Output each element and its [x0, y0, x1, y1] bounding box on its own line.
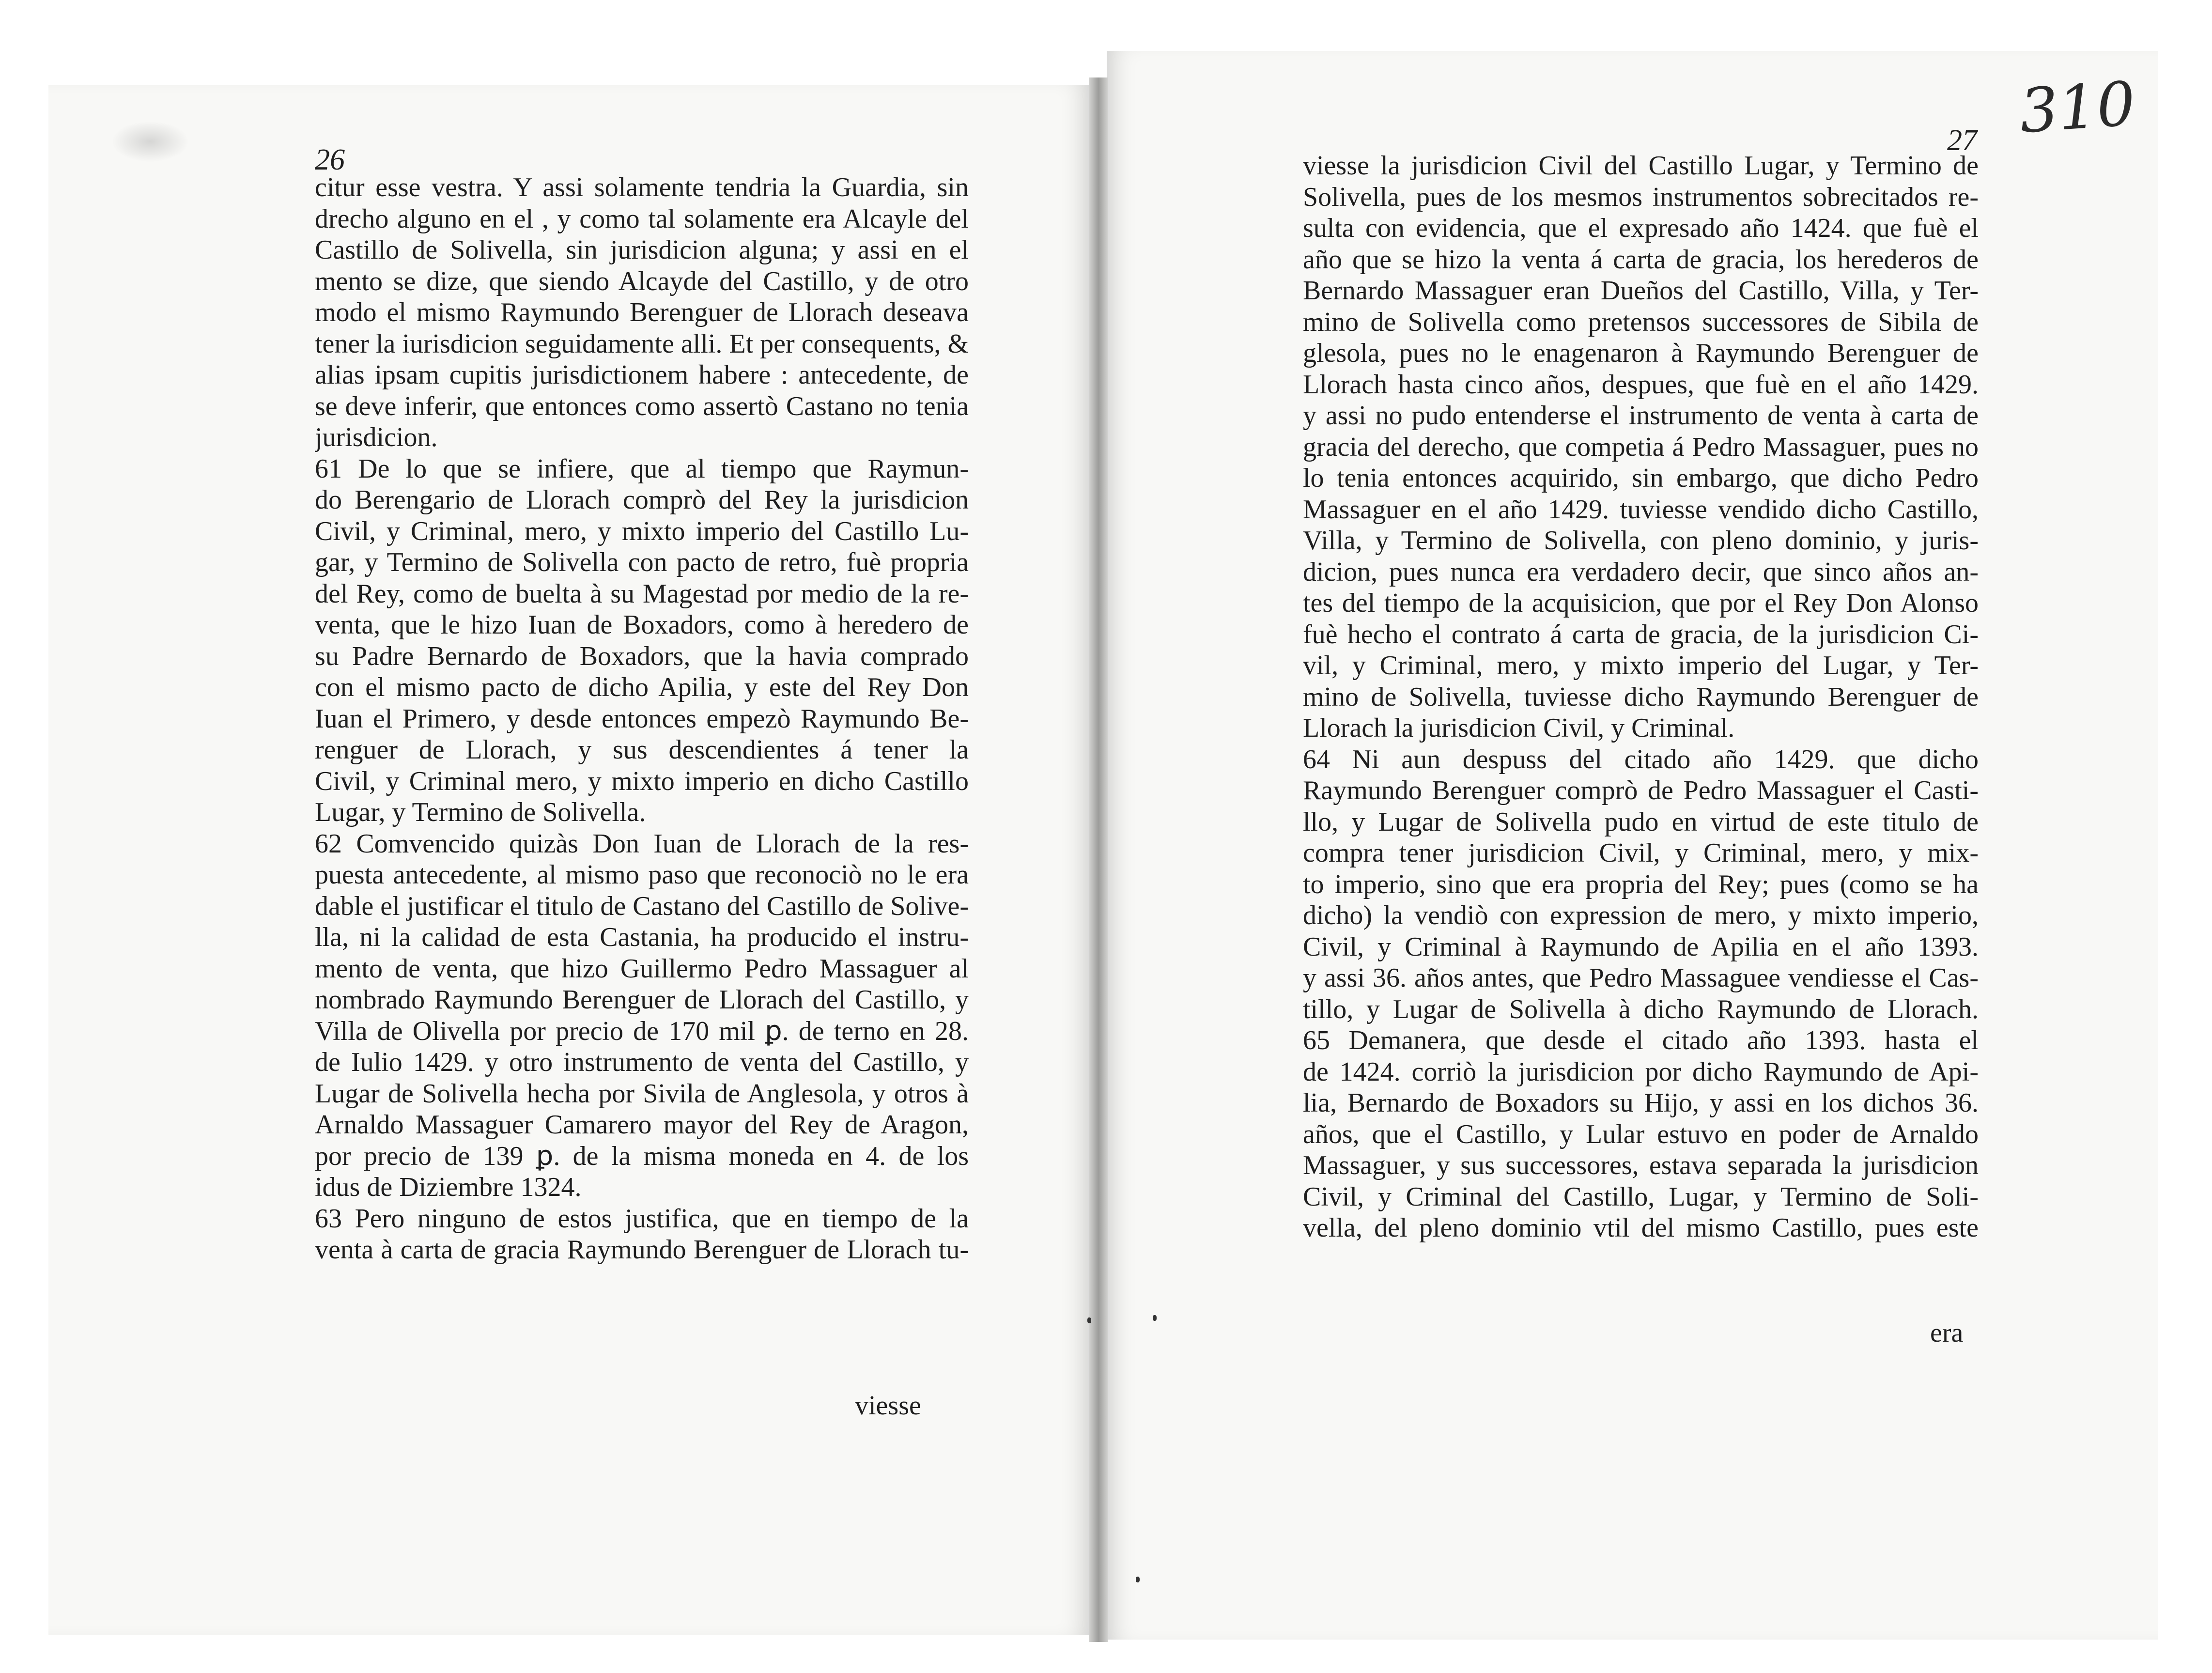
text-line: del Rey, como de buelta à su Magestad por medio de la re-	[315, 578, 969, 609]
text-line: venta à carta de gracia Raymundo Berenguer de Llorach tu-	[315, 1235, 969, 1265]
text-line: Villa, y Termino de Solivella, con pleno dominio, y juris-	[1303, 526, 1979, 556]
text-line: su Padre Bernardo de Boxadors, que la havia comprado	[315, 641, 969, 671]
text-line: Raymundo Berenguer comprò de Pedro Massaguer el Casti-	[1303, 775, 1979, 806]
ink-speck	[1087, 1317, 1091, 1323]
text-line: de 1424. corriò la jurisdicion por dicho Raymundo de Api-	[1303, 1056, 1979, 1087]
text-line: Arnaldo Massaguer Camarero mayor del Rey de Aragon,	[315, 1110, 969, 1140]
text-line: lo tenia entonces acquirido, sin embargo, que dicho Pedro	[1303, 463, 1979, 493]
text-line: 63 Pero ninguno de estos justifica, que en tiempo de la	[315, 1203, 969, 1234]
text-line: Solivella, pues de los mesmos instrumentos sobrecitados re-	[1303, 182, 1979, 212]
text-line: mento de venta, que hizo Guillermo Pedro Massaguer al	[315, 953, 969, 984]
text-line: Civil, y Criminal del Castillo, Lugar, y Termino de Soli-	[1303, 1181, 1979, 1212]
text-line: por precio de 139 ꝑ. de la misma moneda en 4. de los	[315, 1141, 969, 1171]
text-line: tes del tiempo de la acquisicion, que por el Rey Don Alonso	[1303, 588, 1979, 618]
text-line: lia, Bernardo de Boxadors su Hijo, y assi en los dichos 36.	[1303, 1088, 1979, 1118]
text-line: drecho alguno en el , y como tal solamente era Alcayle del	[315, 203, 969, 234]
text-line: tillo, y Lugar de Solivella à dicho Raymundo de Llorach.	[1303, 994, 1979, 1024]
text-line: to imperio, sino que era propria del Rey; pues (como se ha	[1303, 869, 1979, 899]
text-line: venta, que le hizo Iuan de Boxadors, como à heredero de	[315, 610, 969, 640]
text-line: 62 Comvencido quizàs Don Iuan de Llorach de la res-	[315, 828, 969, 859]
text-line: años, que el Castillo, y Lular estuvo en poder de Arnaldo	[1303, 1119, 1979, 1149]
text-line: glesola, pues no le enagenaron à Raymundo Berenguer de	[1303, 338, 1979, 368]
text-line: Lugar de Solivella hecha por Sivila de Anglesola, y otros à	[315, 1078, 969, 1109]
text-line: modo el mismo Raymundo Berenguer de Llorach deseava	[315, 297, 969, 327]
text-line: Civil, y Criminal, mero, y mixto imperio del Castillo Lu-	[315, 516, 969, 546]
left-catchword: viesse	[855, 1391, 921, 1421]
text-line: llo, y Lugar de Solivella pudo en virtud de este titulo de	[1303, 806, 1979, 837]
text-line: mento se dize, que siendo Alcayde del Castillo, y de otro	[315, 266, 969, 296]
text-line: sulta con evidencia, que el expresado año 1424. que fuè el	[1303, 213, 1979, 243]
ink-speck	[1136, 1577, 1140, 1582]
right-folio-number: 27	[1947, 124, 1977, 157]
text-line: Llorach hasta cinco años, despues, que fuè en el año 1429.	[1303, 369, 1979, 400]
text-line: Civil, y Criminal à Raymundo de Apilia en el año 1393.	[1303, 931, 1979, 962]
right-text-column	[1303, 150, 1979, 1244]
text-line: Villa de Olivella por precio de 170 mil ꝑ. de terno en 28.	[315, 1016, 969, 1046]
text-line: dable el justificar el titulo de Castano del Castillo de Solive-	[315, 891, 969, 921]
archive-folio-number: 310	[2017, 68, 2138, 147]
text-line: Bernardo Massaguer eran Dueños del Castillo, Villa, y Ter-	[1303, 276, 1979, 306]
text-line: y assi 36. años antes, que Pedro Massaguee vendiesse el Cas-	[1303, 963, 1979, 993]
text-line: renguer de Llorach, y sus descendientes á tener la	[315, 735, 969, 765]
book-gutter	[1089, 77, 1108, 1642]
text-line: jurisdicion.	[315, 422, 438, 452]
text-line: viesse la jurisdicion Civil del Castillo Lugar, y Termino de	[1303, 151, 1979, 181]
text-line: 64 Ni aun despuss del citado año 1429. que dicho	[1303, 744, 1979, 775]
ink-speck	[1153, 1315, 1157, 1321]
text-line: Llorach la jurisdicion Civil, y Criminal.	[1303, 713, 1735, 743]
text-line: 61 De lo que se infiere, que al tiempo que Raymun-	[315, 453, 969, 484]
faded-stamp	[111, 121, 189, 162]
left-text-column	[315, 172, 969, 1266]
text-line: 65 Demanera, que desde el citado año 1393. hasta el	[1303, 1025, 1979, 1055]
text-line: Iuan el Primero, y desde entonces empezò Raymundo Be-	[315, 703, 969, 734]
text-line: se deve inferir, que entonces como assertò Castano no tenia	[315, 391, 969, 421]
text-line: do Berengario de Llorach comprò del Rey la jurisdicion	[315, 485, 969, 515]
text-line: compra tener jurisdicion Civil, y Criminal, mero, y mix-	[1303, 838, 1979, 868]
text-line: y assi no pudo entenderse el instrumento de venta à carta de	[1303, 401, 1979, 431]
text-line: Castillo de Solivella, sin jurisdicion alguna; y assi en el	[315, 235, 969, 265]
text-line: vella, del pleno dominio vtil del mismo Castillo, pues este	[1303, 1213, 1979, 1243]
text-line: de Iulio 1429. y otro instrumento de venta del Castillo, y	[315, 1047, 969, 1077]
text-line: tener la iurisdicion seguidamente alli. Et per consequents, &	[315, 328, 969, 359]
text-line: nombrado Raymundo Berenguer de Llorach del Castillo, y	[315, 985, 969, 1015]
text-line: dicion, pues nunca era verdadero decir, que sinco años an-	[1303, 557, 1979, 587]
text-line: dicho) la vendiò con expression de mero, y mixto imperio,	[1303, 900, 1979, 930]
text-line: gracia del derecho, que competia á Pedro Massaguer, pues no	[1303, 432, 1979, 462]
text-line: puesta antecedente, al mismo paso que reconociò no le era	[315, 860, 969, 890]
text-line: mino de Solivella como pretensos successores de Sibila de	[1303, 307, 1979, 337]
text-line: lla, ni la calidad de esta Castania, ha producido el instru-	[315, 922, 969, 952]
text-line: con el mismo pacto de dicho Apilia, y este del Rey Don	[315, 672, 969, 702]
text-line: vil, y Criminal, mero, y mixto imperio del Lugar, y Ter-	[1303, 651, 1979, 681]
text-line: Massaguer, y sus successores, estava separada la jurisdicion	[1303, 1150, 1979, 1180]
text-line: mino de Solivella, tuviesse dicho Raymundo Berenguer de	[1303, 682, 1979, 712]
text-line: gar, y Termino de Solivella con pacto de retro, fuè propria	[315, 547, 969, 577]
text-line: año que se hizo la venta á carta de gracia, los herederos de	[1303, 244, 1979, 275]
text-line: idus de Diziembre 1324.	[315, 1172, 582, 1202]
text-line: alias ipsam cupitis jurisdictionem habere : antecedente, de	[315, 360, 969, 390]
right-catchword: era	[1930, 1318, 1964, 1348]
text-line: Massaguer en el año 1429. tuviesse vendido dicho Castillo,	[1303, 494, 1979, 525]
text-line: fuè hecho el contrato á carta de gracia, de la jurisdicion Ci-	[1303, 619, 1979, 650]
text-line: Civil, y Criminal mero, y mixto imperio en dicho Castillo	[315, 766, 969, 796]
text-line: citur esse vestra. Y assi solamente tendria la Guardia, sin	[315, 172, 969, 202]
text-line: Lugar, y Termino de Solivella.	[315, 797, 646, 827]
left-folio-number: 26	[315, 143, 345, 176]
